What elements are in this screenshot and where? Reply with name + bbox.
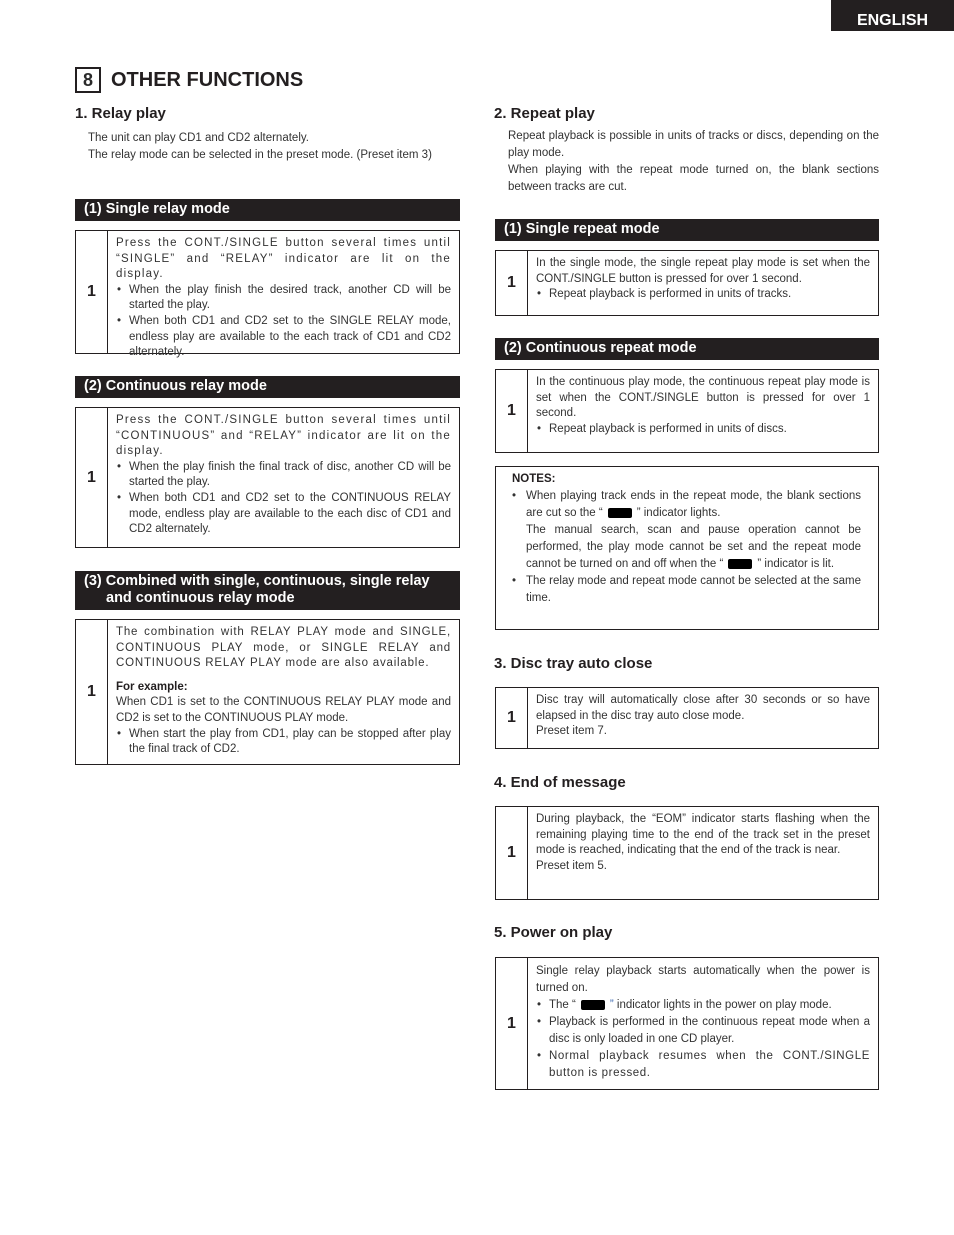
step-number: 1	[496, 958, 528, 1089]
example-label: For example:	[116, 680, 188, 693]
step-body	[108, 620, 459, 764]
bar-line: (3) Combined with single, continuous, single relay	[84, 573, 430, 589]
note-text: When playing track ends in the repeat mode, the blank sections are cut so the “	[526, 490, 861, 519]
repeat-play-heading: 2. Repeat play	[494, 105, 595, 122]
step-bullet: • When start the play from CD1, play can be stopped after play the final track of CD2.	[116, 727, 451, 758]
end-of-message-heading: 4. End of message	[494, 774, 626, 791]
bullet-text: ”	[609, 999, 614, 1011]
step-body	[108, 231, 459, 359]
step-body	[528, 807, 878, 899]
step-body	[108, 408, 459, 547]
section-title	[75, 67, 303, 93]
step-number: 1	[76, 620, 108, 764]
step-bullet: • When both CD1 and CD2 set to the CONTINUOUS RELAY mode, endless play are available to the each disc of CD1 and CD2 alternately.	[116, 491, 451, 538]
step-body	[528, 688, 878, 748]
section-heading: OTHER FUNCTIONS	[111, 68, 304, 91]
single-relay-bar: (1) Single relay mode	[75, 199, 460, 221]
step-text: Press the CONT./SINGLE button several times until “SINGLE” and “RELAY” indicator are lit on the display.	[116, 237, 451, 281]
continuous-relay-bar: (2) Continuous relay mode	[75, 376, 460, 398]
note-text: ” indicator lights.	[636, 507, 721, 519]
step-bullet: • When the play finish the final track of disc, another CD will be started the play.	[116, 460, 451, 491]
power-on-indicator-icon	[581, 1000, 605, 1010]
step-bullet: • When both CD1 and CD2 set to the SINGLE RELAY mode, endless play are available to the each track of CD1 and CD2 alternately.	[116, 314, 451, 361]
note-item: • The relay mode and repeat mode cannot be selected at the same time.	[512, 573, 861, 607]
step-number: 1	[496, 370, 528, 452]
step-bullet: • Repeat playback is performed in units of discs.	[536, 422, 870, 438]
single-repeat-bar: (1) Single repeat mode	[495, 219, 879, 241]
section-number: 8	[75, 67, 101, 93]
power-on-play-heading: 5. Power on play	[494, 924, 613, 941]
repeat-intro	[508, 128, 879, 196]
step-text: Press the CONT./SINGLE button several times until “CONTINUOUS” and “RELAY” indicator are lit on the display.	[116, 414, 451, 458]
disc-tray-box	[495, 687, 879, 749]
disc-tray-heading: 3. Disc tray auto close	[494, 655, 653, 672]
note-text: The manual search, scan and pause operation cannot be performed, the play mode cannot be set and the repeat mode cannot be turned on and off when the “	[526, 524, 861, 570]
preset-item: Preset item 7.	[536, 725, 607, 738]
single-repeat-box	[495, 250, 879, 316]
continuous-relay-box	[75, 407, 460, 548]
notes-title: NOTES:	[512, 473, 556, 485]
step-bullet: • When the play finish the desired track, another CD will be started the play.	[116, 283, 451, 314]
end-of-message-box	[495, 806, 879, 900]
note-item	[512, 488, 861, 573]
note-text: ” indicator is lit.	[757, 558, 835, 570]
step-bullet: • Normal playback resumes when the CONT./SINGLE button is pressed.	[536, 1048, 870, 1082]
bullet-text: The “	[549, 999, 576, 1011]
bullet-text: indicator lights in the power on play mode.	[613, 999, 832, 1011]
step-number: 1	[496, 688, 528, 748]
combined-relay-bar	[75, 571, 460, 610]
single-relay-box	[75, 230, 460, 359]
relay-intro-line: The relay mode can be selected in the preset mode. (Preset item 3)	[88, 149, 432, 161]
step-number: 1	[496, 251, 528, 315]
step-text: In the single mode, the single repeat play mode is set when the CONT./SINGLE button is pressed for over 1 second.	[536, 257, 870, 285]
example-text: When CD1 is set to the CONTINUOUS RELAY PLAY mode and CD2 is set to the CONTINUOUS PLAY mode.	[116, 696, 451, 724]
relay-play-heading: 1. Relay play	[75, 105, 166, 122]
continuous-repeat-box	[495, 369, 879, 453]
step-number: 1	[76, 231, 108, 353]
step-text: During playback, the “EOM” indicator starts flashing when the remaining playing time to the end of the track set in the preset mode is reached, indicating that the end of the track is near.	[536, 813, 870, 857]
bar-line: and continuous relay mode	[106, 590, 295, 606]
combined-relay-box	[75, 619, 460, 765]
power-on-play-box	[495, 957, 879, 1090]
step-text: Single relay playback starts automatically when the power is turned on.	[536, 965, 870, 994]
continuous-repeat-bar: (2) Continuous repeat mode	[495, 338, 879, 360]
preset-item: Preset item 5.	[536, 859, 607, 872]
relay-intro-line: The unit can play CD1 and CD2 alternately.	[88, 132, 309, 144]
step-bullet: • Repeat playback is performed in units of tracks.	[536, 287, 870, 303]
notes-box	[495, 466, 879, 630]
relay-intro	[88, 130, 459, 164]
repeat-indicator-icon	[608, 508, 632, 518]
step-body	[528, 370, 878, 452]
step-text: In the continuous play mode, the continuous repeat play mode is set when the CONT./SINGLE button is pressed for over 1 second.	[536, 376, 870, 420]
step-number: 1	[496, 807, 528, 899]
step-text: The combination with RELAY PLAY mode and SINGLE, CONTINUOUS PLAY mode, or SINGLE RELAY and CONTINUOUS RELAY PLAY mode are also available.	[116, 626, 451, 670]
step-body	[528, 958, 878, 1089]
repeat-indicator-icon	[728, 559, 752, 569]
step-number: 1	[76, 408, 108, 547]
step-bullet: • Playback is performed in the continuous repeat mode when a disc is only loaded in one CD player.	[536, 1014, 870, 1048]
step-body	[528, 251, 878, 315]
step-bullet	[536, 997, 870, 1014]
step-text: Disc tray will automatically close after 30 seconds or so have elapsed in the disc tray auto close mode.	[536, 694, 870, 722]
language-tab: ENGLISH	[831, 0, 954, 31]
repeat-intro-line: Repeat playback is possible in units of tracks or discs, depending on the play mode.	[508, 130, 879, 159]
repeat-intro-line: When playing with the repeat mode turned on, the blank sections between tracks are cut.	[508, 164, 879, 193]
